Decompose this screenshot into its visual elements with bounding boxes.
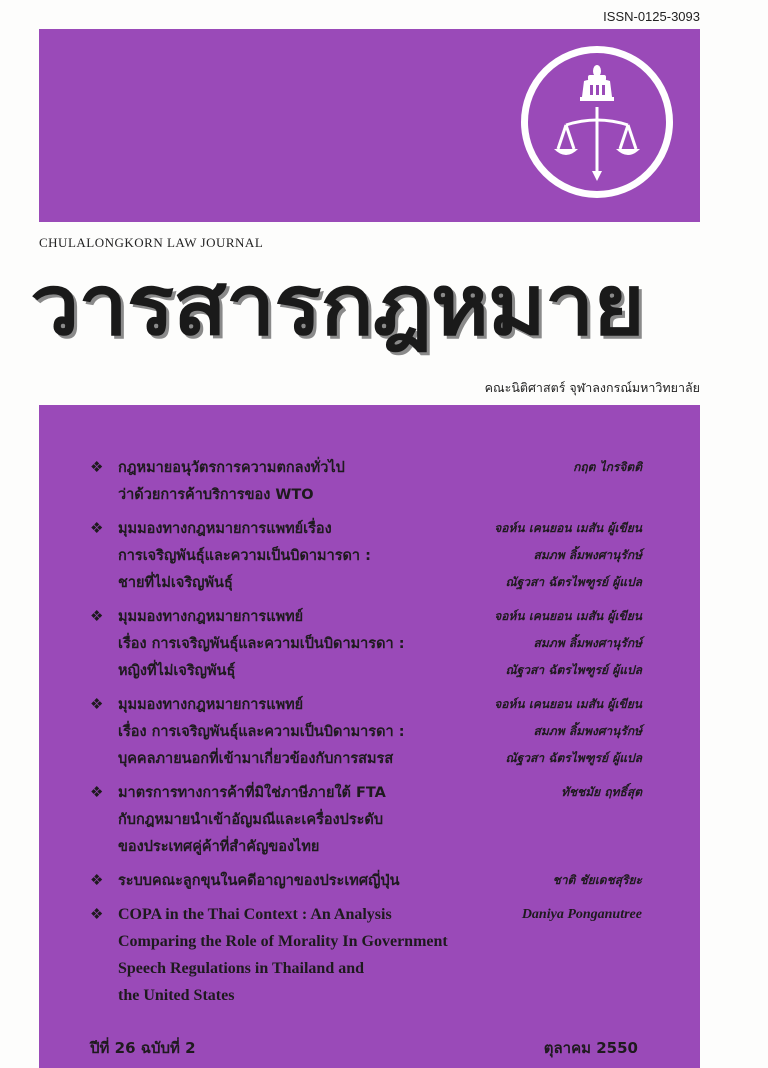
article-title-line: ชายที่ไม่เจริญพันธุ์ bbox=[118, 575, 233, 591]
article-item bbox=[90, 901, 650, 1009]
article-title-line: ของประเทศคู่ค้าที่สำคัญของไทย bbox=[118, 839, 320, 855]
issn-number: ISSN-0125-3093 bbox=[603, 9, 700, 24]
article-title-line: มุมมองทางกฎหมายการแพทย์เรื่อง bbox=[118, 521, 332, 537]
article-title-line: มาตรการทางการค้าที่มิใช่ภาษีภายใต้ FTA bbox=[118, 785, 386, 801]
journal-thai-title: วารสารกฎหมาย bbox=[30, 256, 644, 354]
article-author: ณัฐวสา ฉัตรไพฑูรย์ ผู้แปล bbox=[505, 663, 642, 677]
article-item bbox=[90, 603, 650, 684]
scales-of-justice-emblem-icon bbox=[521, 46, 673, 198]
diamond-bullet-icon: ❖ bbox=[90, 871, 104, 889]
article-author: จอห์น เคนยอน เมสัน ผู้เขียน bbox=[494, 697, 642, 711]
diamond-bullet-icon: ❖ bbox=[90, 905, 104, 923]
article-row bbox=[118, 603, 650, 630]
article-row bbox=[118, 928, 650, 955]
issue-date: ตุลาคม 2550 bbox=[543, 1039, 638, 1057]
article-row bbox=[118, 630, 650, 657]
article-row bbox=[118, 867, 650, 894]
article-title-line: มุมมองทางกฎหมายการแพทย์ bbox=[118, 697, 304, 713]
article-row bbox=[118, 542, 650, 569]
article-author: สมภพ ลิ้มพงศานุรักษ์ bbox=[533, 636, 642, 650]
article-item bbox=[90, 779, 650, 860]
article-row bbox=[118, 833, 650, 860]
faculty-name: คณะนิติศาสตร์ จุฬาลงกรณ์มหาวิทยาลัย bbox=[484, 380, 700, 395]
article-title-line: มุมมองทางกฎหมายการแพทย์ bbox=[118, 609, 304, 625]
article-row bbox=[118, 691, 650, 718]
volume-issue: ปีที่ 26 ฉบับที่ 2 bbox=[90, 1039, 196, 1057]
article-row bbox=[118, 806, 650, 833]
article-title-line: ว่าด้วยการค้าบริการของ WTO bbox=[118, 487, 314, 503]
article-title-line: หญิงที่ไม่เจริญพันธุ์ bbox=[118, 663, 236, 679]
article-item bbox=[90, 691, 650, 772]
article-row bbox=[118, 982, 650, 1009]
article-author: ณัฐวสา ฉัตรไพฑูรย์ ผู้แปล bbox=[505, 751, 642, 765]
article-title-line: ระบบคณะลูกขุนในคดีอาญาของประเทศญี่ปุ่น bbox=[118, 873, 400, 889]
article-row bbox=[118, 481, 650, 508]
article-row bbox=[118, 657, 650, 684]
article-author: จอห์น เคนยอน เมสัน ผู้เขียน bbox=[494, 521, 642, 535]
article-title-line: กฎหมายอนุวัตรการความตกลงทั่วไป bbox=[118, 460, 345, 476]
article-row bbox=[118, 901, 650, 928]
article-row bbox=[118, 745, 650, 772]
article-title-line: Comparing the Role of Morality In Government bbox=[118, 932, 448, 950]
article-row bbox=[118, 454, 650, 481]
article-item bbox=[90, 454, 650, 508]
diamond-bullet-icon: ❖ bbox=[90, 695, 104, 713]
article-row bbox=[118, 515, 650, 542]
article-title-line: เรื่อง การเจริญพันธุ์และความเป็นบิดามารดา : bbox=[118, 724, 405, 740]
article-author: กฤต ไกรจิตติ bbox=[573, 460, 642, 474]
diamond-bullet-icon: ❖ bbox=[90, 458, 104, 476]
article-author: ณัฐวสา ฉัตรไพฑูรย์ ผู้แปล bbox=[505, 575, 642, 589]
journal-english-title: CHULALONGKORN LAW JOURNAL bbox=[39, 235, 264, 250]
article-row bbox=[118, 718, 650, 745]
article-author: ทัชชมัย ฤทธิ์สุต bbox=[561, 785, 642, 799]
article-author: จอห์น เคนยอน เมสัน ผู้เขียน bbox=[494, 609, 642, 623]
article-title-line: COPA in the Thai Context : An Analysis bbox=[118, 905, 392, 923]
article-list bbox=[90, 454, 650, 1016]
article-row bbox=[118, 569, 650, 596]
article-row bbox=[118, 779, 650, 806]
article-author: ชาติ ชัยเดชสุริยะ bbox=[552, 873, 642, 887]
article-title-line: การเจริญพันธุ์และความเป็นบิดามารดา : bbox=[118, 548, 371, 564]
article-author: สมภพ ลิ้มพงศานุรักษ์ bbox=[533, 548, 642, 562]
article-title-line: บุคคลภายนอกที่เข้ามาเกี่ยวข้องกับการสมรส bbox=[118, 751, 394, 767]
article-row bbox=[118, 955, 650, 982]
article-title-line: Speech Regulations in Thailand and bbox=[118, 959, 365, 977]
article-item bbox=[90, 515, 650, 596]
article-title-line: เรื่อง การเจริญพันธุ์และความเป็นบิดามารดา : bbox=[118, 636, 405, 652]
article-author: Daniya Ponganutree bbox=[521, 906, 642, 922]
article-author: สมภพ ลิ้มพงศานุรักษ์ bbox=[533, 724, 642, 738]
article-title-line: กับกฎหมายนำเข้าอัญมณีและเครื่องประดับ bbox=[118, 812, 384, 828]
article-item bbox=[90, 867, 650, 894]
article-title-line: the United States bbox=[118, 986, 235, 1004]
diamond-bullet-icon: ❖ bbox=[90, 607, 104, 625]
diamond-bullet-icon: ❖ bbox=[90, 519, 104, 537]
diamond-bullet-icon: ❖ bbox=[90, 783, 104, 801]
